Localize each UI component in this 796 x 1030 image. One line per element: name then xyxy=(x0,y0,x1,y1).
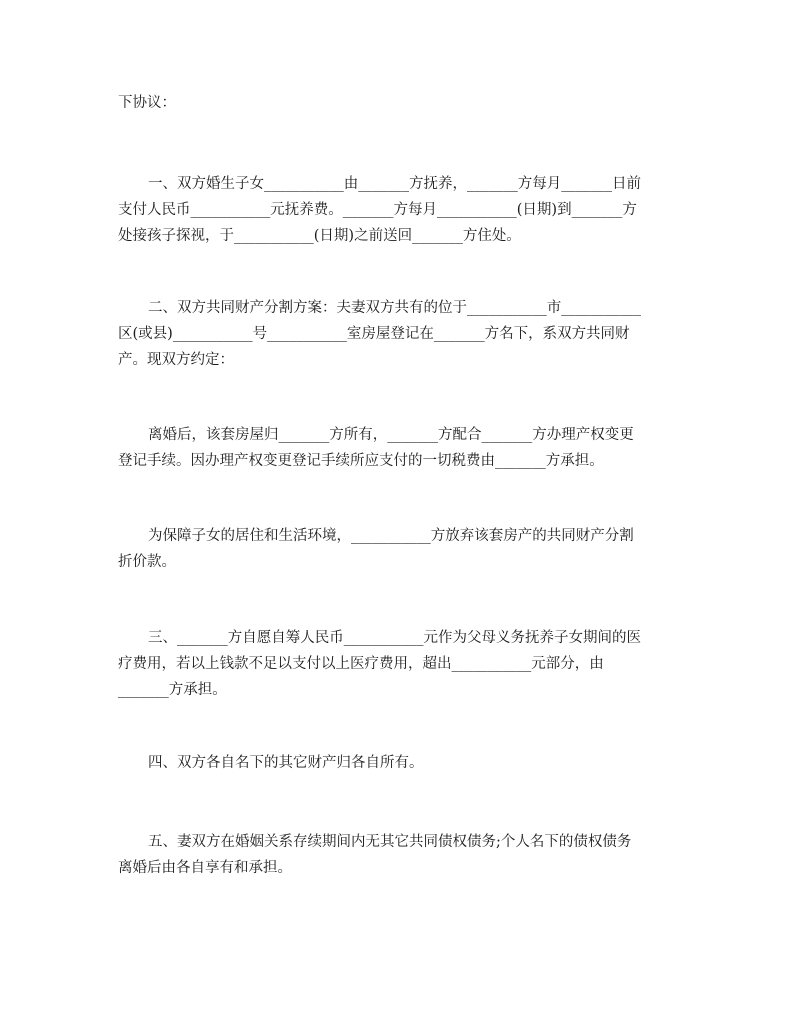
text-line: 登记手续。因办理产权变更登记手续所应支付的一切税费由_______方承担。 xyxy=(118,453,604,469)
text-line: 折价款。 xyxy=(118,554,176,570)
clause-separate-property xyxy=(118,750,683,776)
text-line: 处接孩子探视，于___________(日期)之前送回_______方住处。 xyxy=(118,228,521,244)
text-line: 疗费用，若以上钱款不足以支付以上医疗费用，超出___________元部分，由 xyxy=(118,656,604,672)
text-line: 离婚后由各自享有和承担。 xyxy=(118,860,292,876)
text-line: 区(或县)___________号___________室房屋登记在_______方名下，系双方共同财 xyxy=(118,326,630,342)
clause-waiver xyxy=(118,523,683,575)
text-line: 离婚后，该套房屋归_______方所有，_______方配合_______方办理产权变更 xyxy=(148,427,634,443)
text-line: _______方承担。 xyxy=(118,682,227,698)
clause-medical-expenses xyxy=(118,625,683,703)
text-line: 二、双方共同财产分割方案：夫妻双方共有的位于___________市___________ xyxy=(148,300,641,316)
text-line: 产。现双方约定： xyxy=(118,352,234,368)
clause-debts xyxy=(118,829,683,881)
text-line: 为保障子女的居住和生活环境，___________方放弃该套房产的共同财产分割 xyxy=(148,528,634,544)
text-line: 五、妻双方在婚姻关系存续期间内无其它共同债权债务;个人名下的债权债务 xyxy=(148,834,632,850)
clause-house-ownership xyxy=(118,422,683,474)
text-line: 支付人民币___________元抚养费。_______方每月___________(日期)到_______方 xyxy=(118,202,637,218)
text-line: 下协议： xyxy=(118,95,176,111)
clause-child-custody xyxy=(118,171,683,249)
intro-paragraph xyxy=(118,90,683,116)
text-line: 四、双方各自名下的其它财产归各自所有。 xyxy=(148,755,424,771)
text-line: 三、_______方自愿自筹人民币___________元作为父母义务抚养子女期间的医 xyxy=(148,630,641,646)
clause-property-division xyxy=(118,295,683,373)
text-line: 一、双方婚生子女___________由_______方抚养，_______方每月_______日前 xyxy=(148,176,641,192)
